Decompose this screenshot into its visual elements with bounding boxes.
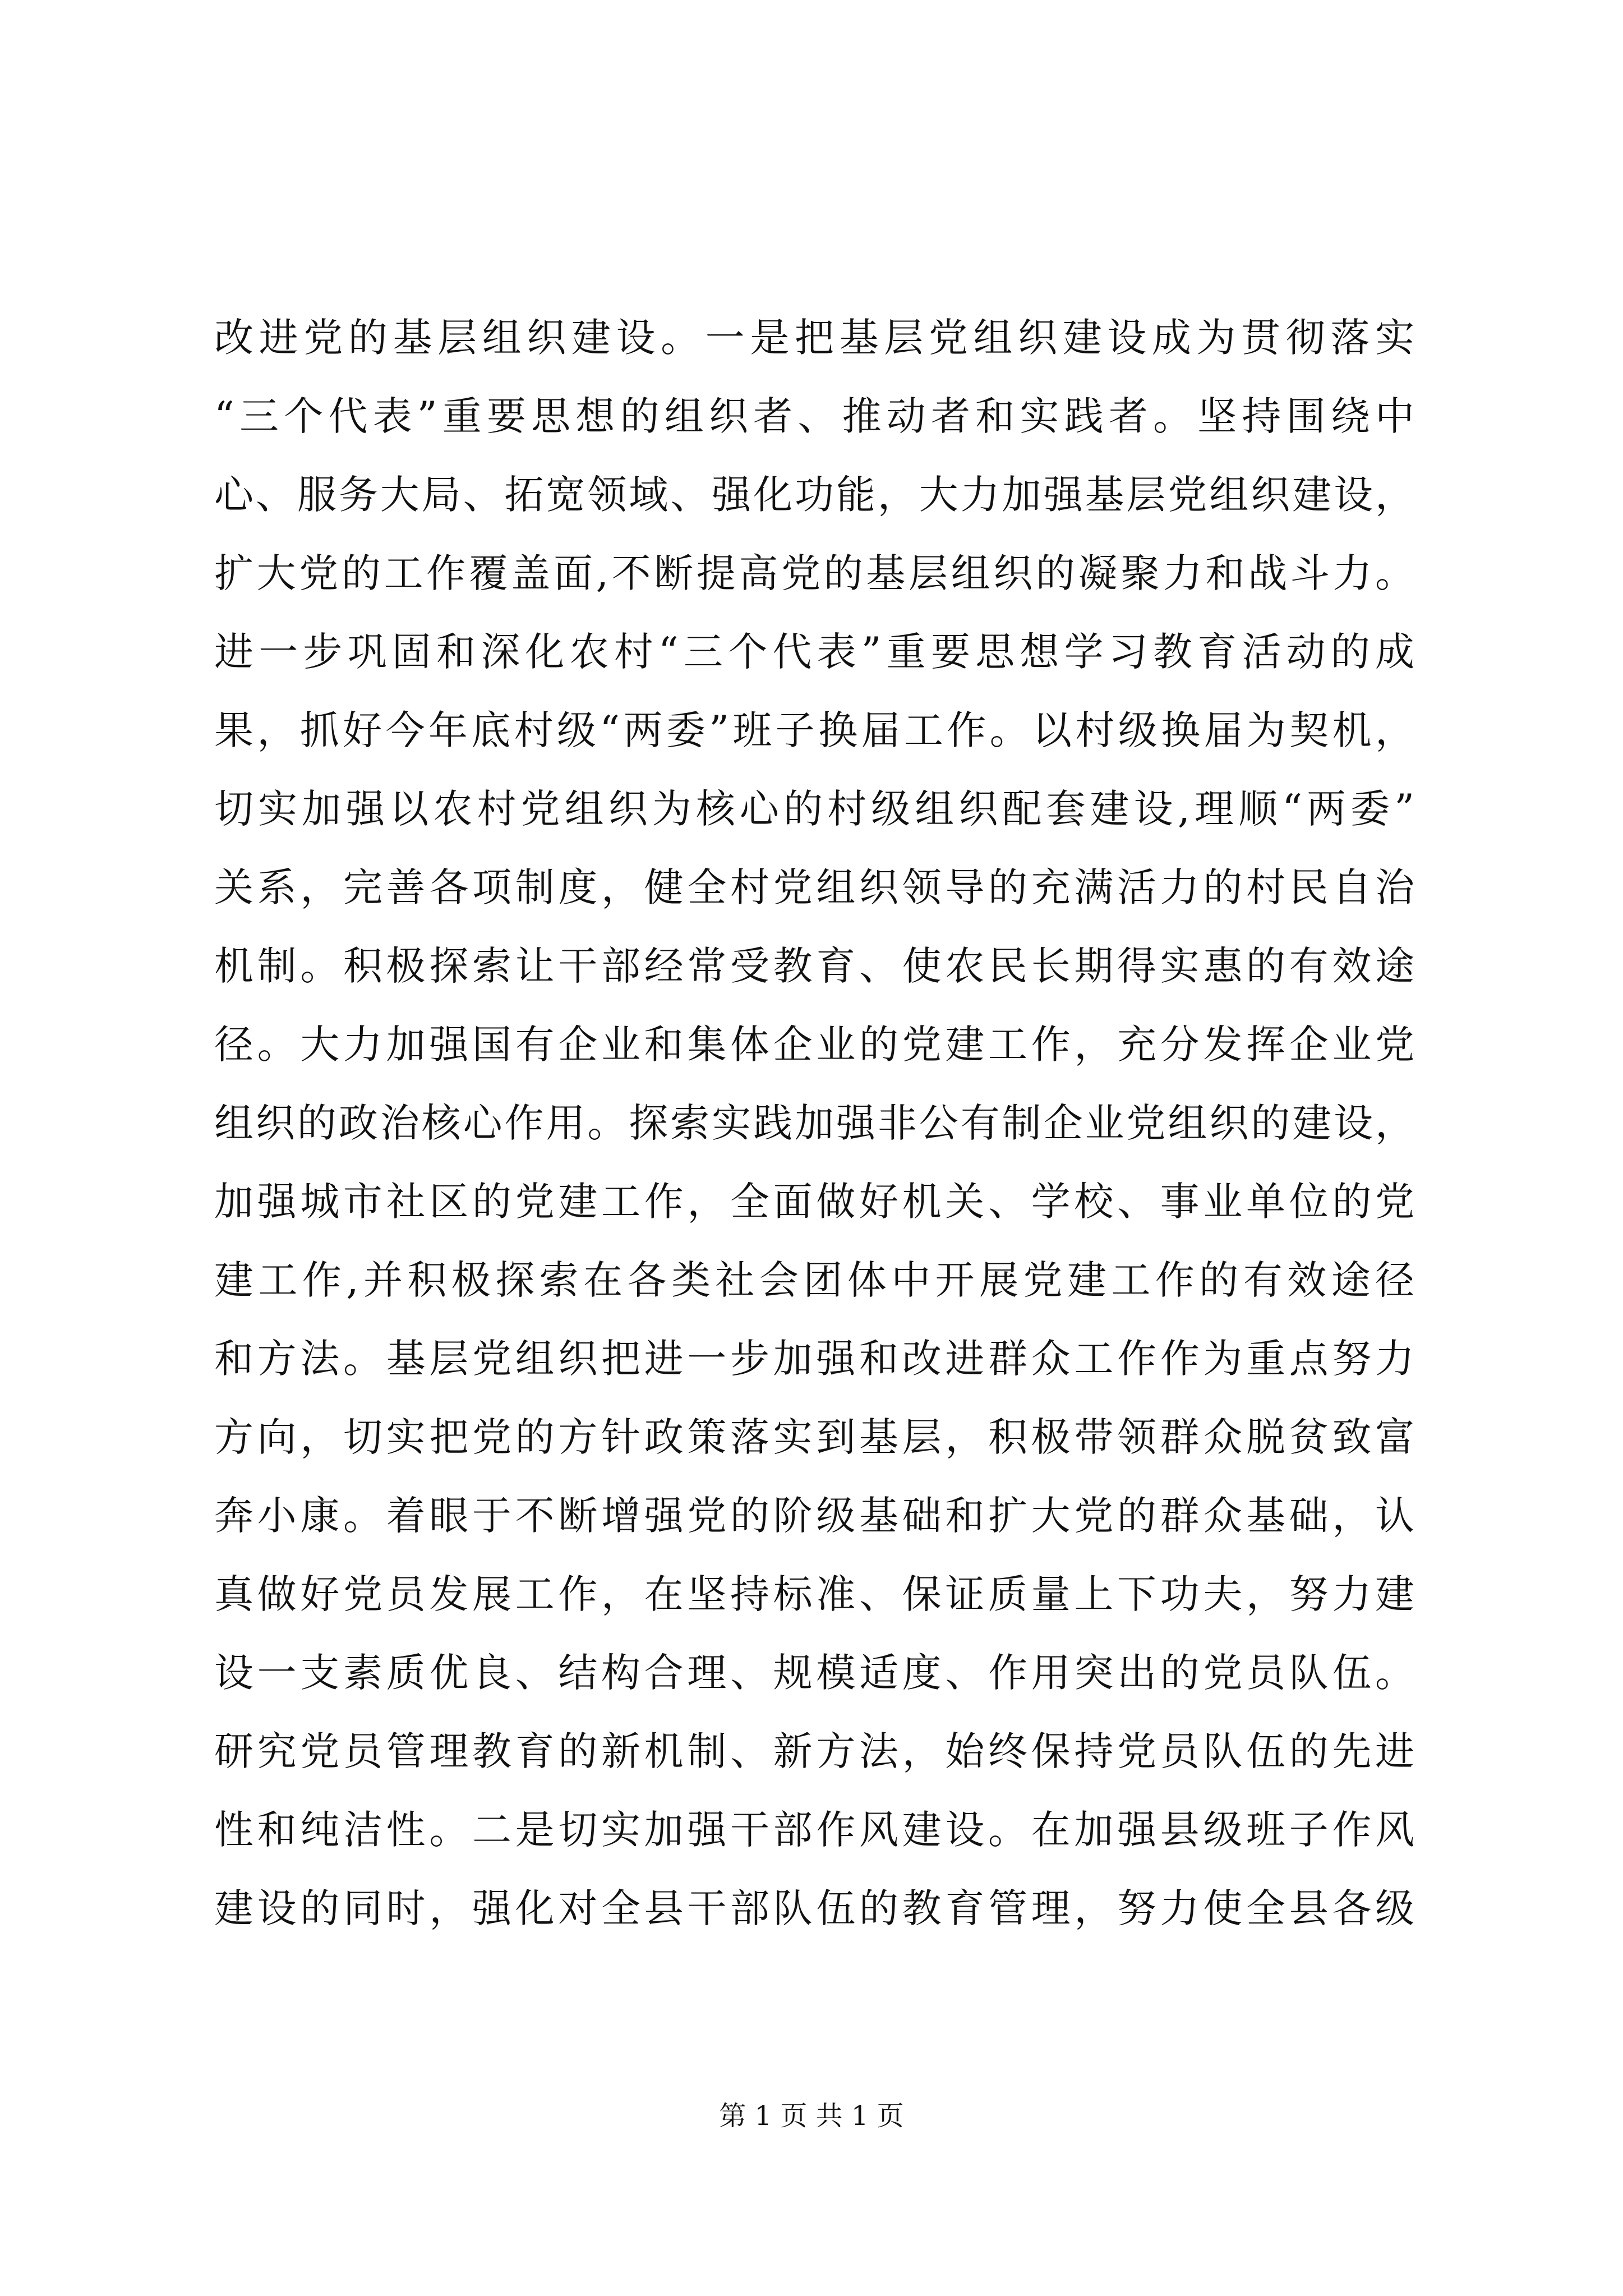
text-line: 径。大力加强国有企业和集体企业的党建工作，充分发挥企业党: [214, 1022, 1414, 1068]
text-line: 扩大党的工作覆盖面,不断提高党的基层组织的凝聚力和战斗力。: [214, 550, 1414, 596]
text-line: 真做好党员发展工作，在坚持标准、保证质量上下功夫，努力建: [214, 1571, 1414, 1617]
text-line: 关系，完善各项制度，健全村党组织领导的充满活力的村民自治: [214, 864, 1414, 910]
text-line: 进一步巩固和深化农村“三个代表”重要思想学习教育活动的成: [214, 629, 1414, 675]
page-footer: [0, 2099, 1623, 2133]
text-line: 设一支素质优良、结构合理、规模适度、作用突出的党员队伍。: [214, 1650, 1414, 1696]
text-line: 组织的政治核心作用。探索实践加强非公有制企业党组织的建设，: [214, 1100, 1414, 1146]
text-line: 和方法。基层党组织把进一步加强和改进群众工作作为重点努力: [214, 1336, 1414, 1382]
text-line: 建设的同时，强化对全县干部队伍的教育管理，努力使全县各级: [214, 1885, 1414, 1931]
text-line: 性和纯洁性。二是切实加强干部作风建设。在加强县级班子作风: [214, 1807, 1414, 1853]
page-number-label: 第 1 页 共 1 页: [719, 2100, 904, 2132]
text-line: 奔小康。着眼于不断增强党的阶级基础和扩大党的群众基础，认: [214, 1493, 1414, 1539]
text-line: 加强城市社区的党建工作，全面做好机关、学校、事业单位的党: [214, 1179, 1414, 1225]
document-body: [214, 298, 1414, 1948]
text-line: “三个代表”重要思想的组织者、推动者和实践者。坚持围绕中: [214, 393, 1414, 439]
text-line: 心、服务大局、拓宽领域、强化功能，大力加强基层党组织建设，: [214, 472, 1414, 518]
text-line: 方向，切实把党的方针政策落实到基层，积极带领群众脱贫致富: [214, 1414, 1414, 1460]
text-line: 研究党员管理教育的新机制、新方法，始终保持党员队伍的先进: [214, 1728, 1414, 1774]
text-line: 改进党的基层组织建设。一是把基层党组织建设成为贯彻落实: [214, 315, 1414, 361]
text-line: 机制。积极探索让干部经常受教育、使农民长期得实惠的有效途: [214, 943, 1414, 989]
text-line: 果，抓好今年底村级“两委”班子换届工作。以村级换届为契机，: [214, 707, 1414, 753]
text-line: 建工作,并积极探索在各类社会团体中开展党建工作的有效途径: [214, 1257, 1414, 1303]
text-line: 切实加强以农村党组织为核心的村级组织配套建设,理顺“两委”: [214, 786, 1414, 832]
